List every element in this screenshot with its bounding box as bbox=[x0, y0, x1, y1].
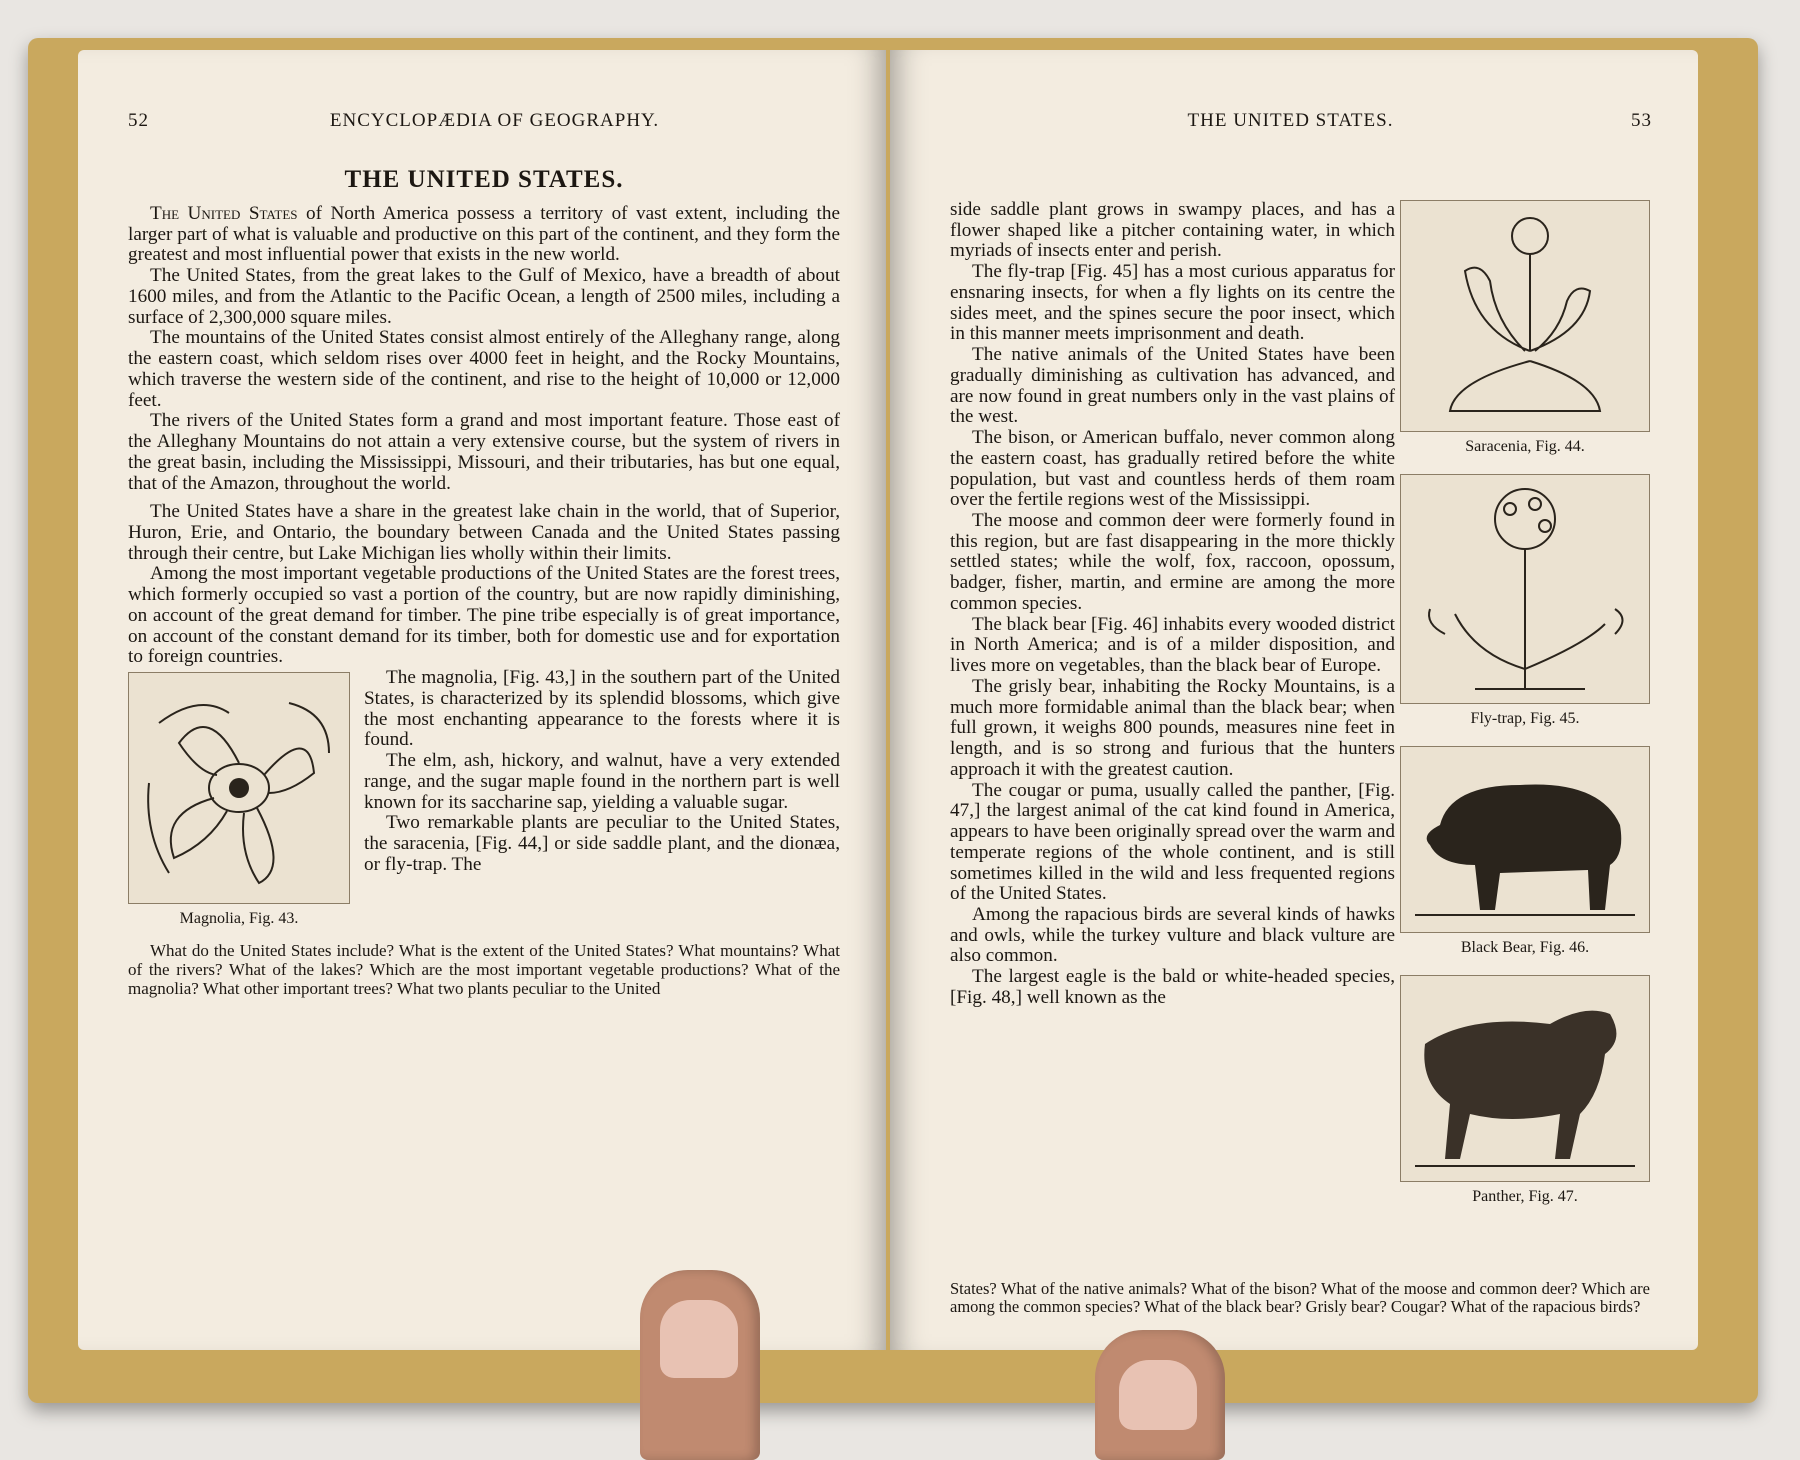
right-page-number: 53 bbox=[1631, 110, 1652, 131]
left-thumbnail bbox=[660, 1300, 738, 1378]
paragraph: The cougar or puma, usually called the panther, [Fig. 47,] the largest animal of the cat kind found in America, appears to have been originally spread over the warm and temperate regions of the whole continent, and is still sometimes killed in the wild and less frequented regions of the United States. bbox=[950, 779, 1395, 905]
panther-illustration bbox=[1400, 975, 1650, 1182]
right-page bbox=[890, 50, 1698, 1350]
magnolia-icon bbox=[139, 683, 339, 893]
paragraph: The elm, ash, hickory, and walnut, have a very extended range, and the sugar maple found in the northern part is well known for its saccharine sap, yielding a valuable sugar. bbox=[364, 750, 840, 813]
panther-figure bbox=[1400, 975, 1650, 1206]
magnolia-figure bbox=[128, 672, 350, 928]
paragraph-intro bbox=[128, 204, 840, 266]
paragraph: The mountains of the United States consist almost entirely of the Alleghany range, along the eastern coast, which seldom rises over 4000 feet in height, and the Rocky Mountains, which traverse the western side of the continent, and rise to the height of 10,000 or 12,000 feet. bbox=[128, 327, 840, 411]
left-study-questions: What do the United States include? What is the extent of the United States? What mountains? What of the rivers? What of the lakes? Which are the most important vegetable productions? What of the magnolia? What other important trees? What two plants peculiar to the United bbox=[128, 941, 840, 998]
paragraph: Two remarkable plants are peculiar to the United States, the saracenia, [Fig. 44,] or side saddle plant, and the dionæa, or fly-trap. The bbox=[364, 812, 840, 875]
right-running-title: THE UNITED STATES. bbox=[1187, 110, 1394, 131]
left-thumb bbox=[640, 1270, 760, 1460]
saracenia-figure bbox=[1400, 200, 1650, 456]
paragraph: The grisly bear, inhabiting the Rocky Mountains, is a much more formidable animal than the black bear; when full grown, it weighs 800 pounds, measures nine feet in length, and is so strong and furious that the hunters approach it with the greatest caution. bbox=[950, 675, 1395, 780]
paragraph: The United States, from the great lakes to the Gulf of Mexico, have a breadth of about 1600 miles, and from the Atlantic to the Pacific Ocean, a length of 2500 miles, including a surface of 2,300,000 square miles. bbox=[128, 265, 840, 328]
right-study-questions: States? What of the native animals? What of the bison? What of the moose and common deer? Which are among the common species? What of the black bear? Grisly bear? Cougar? What of the rapacious birds? bbox=[950, 1279, 1650, 1317]
black-bear-icon bbox=[1410, 755, 1640, 925]
black-bear-caption: Black Bear, Fig. 46. bbox=[1460, 939, 1590, 956]
right-thumb bbox=[1095, 1330, 1225, 1460]
left-running-title: ENCYCLOPÆDIA OF GEOGRAPHY. bbox=[329, 110, 660, 131]
saracenia-caption: Saracenia, Fig. 44. bbox=[1465, 438, 1585, 455]
black-bear-illustration bbox=[1400, 746, 1650, 933]
left-running-head bbox=[128, 110, 840, 132]
paragraph: The black bear [Fig. 46] inhabits every wooded district in North America; and is of a milder disposition, and lives more on vegetables, than the black bear of Europe. bbox=[950, 613, 1395, 677]
flytrap-illustration bbox=[1400, 474, 1650, 704]
panther-icon bbox=[1410, 984, 1640, 1174]
paragraph: The fly-trap [Fig. 45] has a most curious apparatus for ensnaring insects, for when a fly lights on its centre the sides meet, and the spines secure the poor insect, which in this manner meets imprisonment and death. bbox=[950, 261, 1395, 345]
right-text-column bbox=[950, 200, 1395, 1009]
magnolia-illustration bbox=[128, 672, 350, 904]
right-running-head bbox=[950, 110, 1652, 132]
panther-caption: Panther, Fig. 47. bbox=[1472, 1188, 1578, 1205]
left-page bbox=[78, 50, 886, 1350]
black-bear-figure bbox=[1400, 746, 1650, 957]
paragraph: The magnolia, [Fig. 43,] in the southern part of the United States, is characterized by its splendid blossoms, which give the most enchanting appearance to the forests where it is found. bbox=[364, 667, 840, 751]
paragraph: The rivers of the United States form a grand and most important feature. Those east of the Alleghany Mountains do not attain a very extensive course, but the system of rivers in the great basin, including the Mississippi, Missouri, and their tributaries, has but one equal, that of the Amazon, throughout the world. bbox=[128, 410, 840, 494]
left-page-number: 52 bbox=[128, 110, 149, 131]
flytrap-icon bbox=[1415, 484, 1635, 694]
saracenia-illustration bbox=[1400, 200, 1650, 432]
saracenia-icon bbox=[1435, 211, 1615, 421]
section-title: THE UNITED STATES. bbox=[344, 166, 624, 193]
open-book bbox=[28, 38, 1758, 1403]
paragraph: The United States have a share in the greatest lake chain in the world, that of Superior, Huron, Erie, and Ontario, the boundary between Canada and the United States passing through their centre, but Lake Michigan lies wholly within their limits. bbox=[128, 501, 840, 564]
intro-small-caps: The United States bbox=[150, 203, 298, 224]
paragraph: The moose and common deer were formerly found in this region, but are fast disappearing in the more thickly settled states; while the wolf, fox, raccoon, opossum, badger, fisher, martin, and ermine are among the more common species. bbox=[950, 510, 1395, 614]
paragraph: The native animals of the United States have been gradually diminishing as cultivation has advanced, and are now found in great numbers only in the vast plains of the west. bbox=[950, 344, 1395, 428]
intro-text: of North America possess a territory of vast extent, including the larger part of what is valuable and productive on this part of the continent, and they form the greatest and most influential power that exists in the new world. bbox=[128, 203, 840, 266]
right-figure-column bbox=[1400, 200, 1650, 1224]
paragraph: side saddle plant grows in swampy places, and has a flower shaped like a pitcher containing water, in which myriads of insects enter and perish. bbox=[950, 199, 1395, 262]
paragraph: The bison, or American buffalo, never common along the eastern coast, has gradually retired before the white population, but vast and countless herds of them roam over the fertile regions west of the Mississippi. bbox=[950, 427, 1395, 511]
paragraph: Among the rapacious birds are several kinds of hawks and owls, while the turkey vulture and black vulture are also common. bbox=[950, 903, 1395, 967]
right-thumbnail bbox=[1119, 1360, 1197, 1430]
paragraph: Among the most important vegetable productions of the United States are the forest trees, which formerly occupied so vast a portion of the country, but are now rapidly diminishing, on account of the great demand for timber. The pine tribe especially is of great importance, on account of the constant demand for its timber, both for domestic use and for exportation to foreign countries. bbox=[128, 563, 840, 668]
flytrap-caption: Fly-trap, Fig. 45. bbox=[1470, 710, 1580, 727]
paragraph: The largest eagle is the bald or white-headed species, [Fig. 48,] well known as the bbox=[950, 966, 1395, 1008]
magnolia-caption: Magnolia, Fig. 43. bbox=[179, 910, 299, 928]
flytrap-figure bbox=[1400, 474, 1650, 728]
